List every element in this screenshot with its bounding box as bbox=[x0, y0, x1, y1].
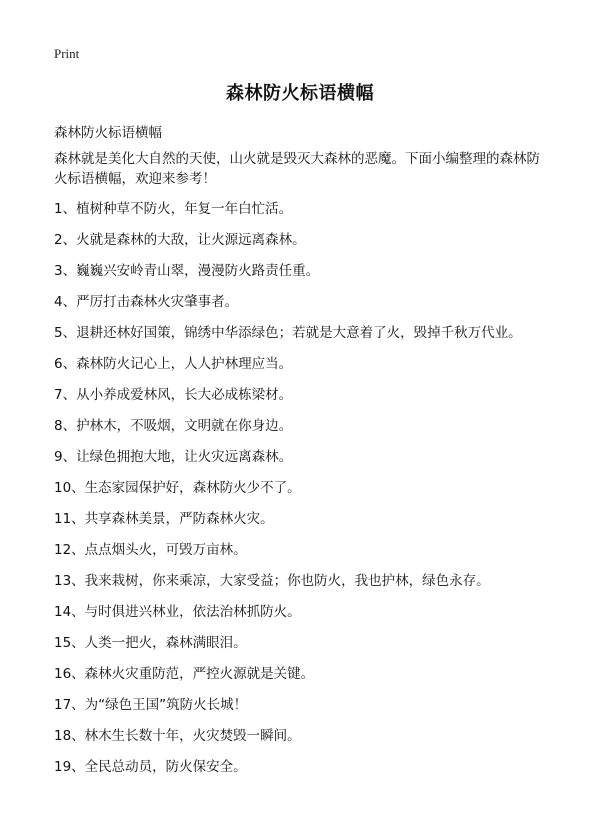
slogan-item: 19、全民总动员，防火保安全。 bbox=[54, 759, 247, 775]
slogan-item: 12、点点烟头火，可毁万亩林。 bbox=[54, 542, 247, 558]
slogan-item: 5、退耕还林好国策，锦绣中华添绿色；若就是大意着了火，毁掉千秋万代业。 bbox=[54, 325, 522, 341]
slogan-item: 6、森林防火记心上，人人护林理应当。 bbox=[54, 356, 293, 372]
slogan-item: 8、护林木，不吸烟，文明就在你身边。 bbox=[54, 418, 293, 434]
slogan-item: 17、为“绿色王国”筑防火长城！ bbox=[54, 697, 248, 713]
article-subtitle: 森林防火标语横幅 bbox=[54, 125, 162, 141]
slogan-item: 18、林木生长数十年，火灾焚毁一瞬间。 bbox=[54, 728, 301, 744]
slogan-item: 4、严厉打击森林火灾肇事者。 bbox=[54, 294, 239, 310]
slogan-item: 1、植树种草不防火，年复一年白忙活。 bbox=[54, 201, 293, 217]
slogan-item: 13、我来栽树，你来乘凉，大家受益；你也防火，我也护林，绿色永存。 bbox=[54, 573, 490, 589]
slogan-item: 15、人类一把火，森林满眼泪。 bbox=[54, 635, 247, 651]
slogan-item: 2、火就是森林的大敌，让火源远离森林。 bbox=[54, 232, 306, 248]
slogan-item: 11、共享森林美景，严防森林火灾。 bbox=[54, 511, 274, 527]
article-intro: 森林就是美化大自然的天使，山火就是毁灭大森林的恶魔。下面小编整理的森林防火标语横幅，欢迎来参考！ bbox=[54, 151, 540, 187]
print-link[interactable]: Print bbox=[54, 46, 80, 61]
slogan-item: 10、生态家园保护好，森林防火少不了。 bbox=[54, 480, 301, 496]
page-title: 森林防火标语横幅 bbox=[226, 83, 374, 104]
slogan-item: 3、巍巍兴安岭青山翠，漫漫防火路责任重。 bbox=[54, 263, 320, 279]
slogan-item: 9、让绿色拥抱大地，让火灾远离森林。 bbox=[54, 449, 293, 465]
slogan-item: 7、从小养成爱林风，长大必成栋梁材。 bbox=[54, 387, 293, 403]
slogan-item: 14、与时俱进兴林业，依法治林抓防火。 bbox=[54, 604, 301, 620]
slogan-list bbox=[54, 199, 554, 788]
slogan-item: 16、森林火灾重防范，严控火源就是关键。 bbox=[54, 666, 315, 682]
